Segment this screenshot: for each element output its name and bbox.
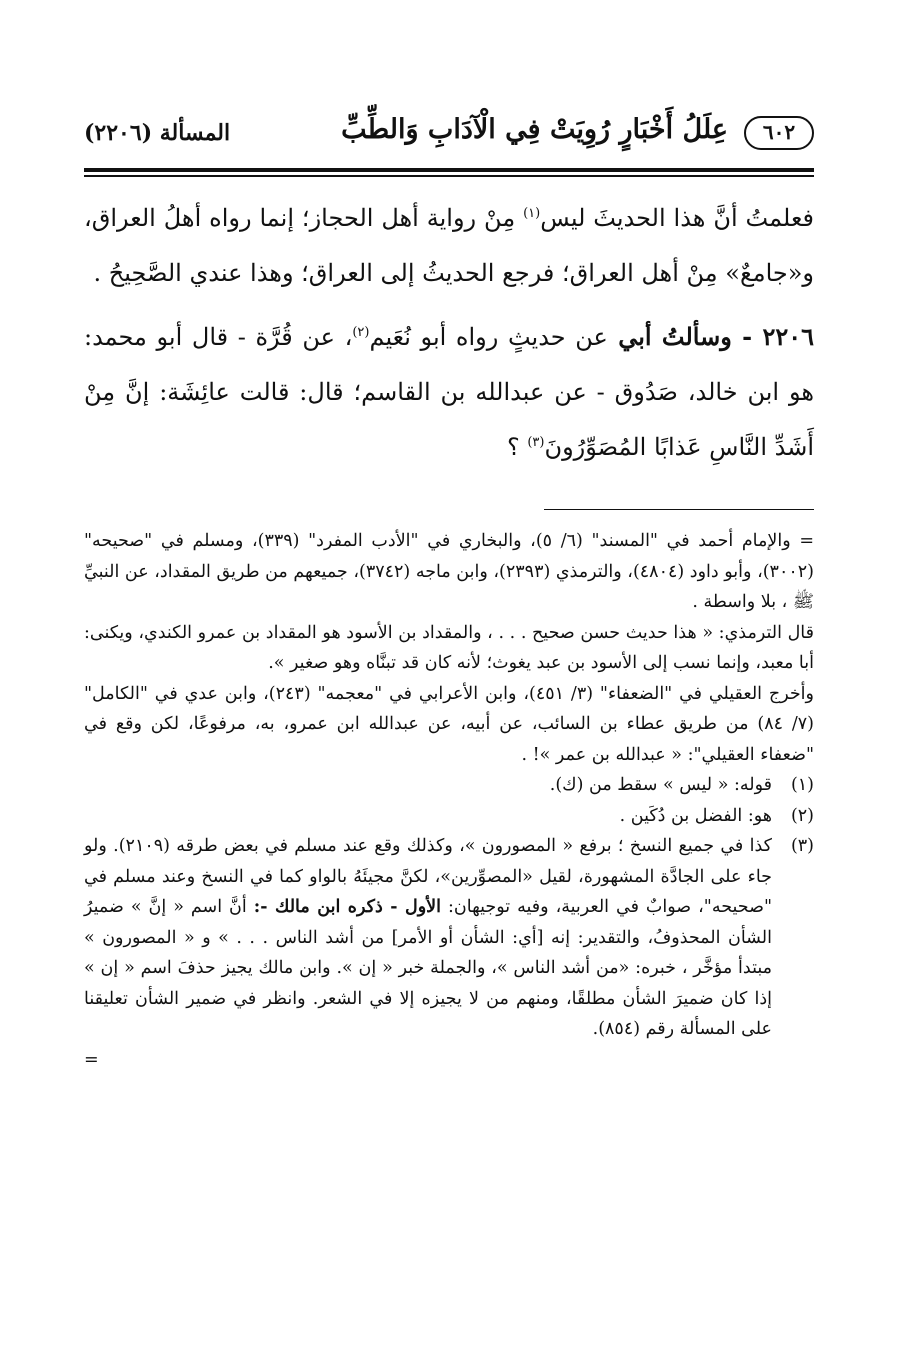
footnote-1-number: (١) [790,775,814,795]
book-page [84,108,814,1075]
footnote-ref-3: (٣) [527,434,545,450]
question-number: ٢٢٠٦ [762,321,815,351]
footnote-divider [544,509,814,511]
p1-text-b: مِنْ رواية أهل الحجاز؛ إنما رواه أهلُ العراق، و«جامعٌ» مِنْ أهل العراق؛ فرجع الحديثُ إلى العراق؛ وهذا عندي الصَّحِيحُ . [84,203,814,287]
footnote-1-text: قوله: « ليس » سقط من (ك). [549,775,772,795]
footnote-continuation-2: قال الترمذي: « هذا حديث حسن صحيح . . . ، والمقداد بن الأسود هو المقداد بن عمرو الكندي، ويكنى: أبا معبد، وإنما نسب إلى الأسود بن عبد يغوث؛ لأنه كان قد تبنَّاه وهو صغير ». [84,622,814,673]
footnote-ref-1: (١) [523,205,541,221]
p2-text-b: ، عن قُرَّة - قال أبو محمد: هو ابن خالد، صَدُوق - عن عبدالله بن القاسم؛ قال: قالت عائِشَة: إنَّ مِنْ أَشَدِّ النَّاسِ عَذابًا المُصَوِّرُونَ [84,322,814,461]
footnote-continuation-1: = والإمام أحمد في "المسند" (٦/ ٥)، والبخاري في "الأدب المفرد" (٣٣٩)، ومسلم في "صحيحه" (٣٠٠٢)، وأبو داود (٤٨٠٤)، والترمذي (٢٣٩٣)، وابن ماجه (٣٧٤٢)، جميعهم من طريق المقداد، عن النبيِّ ﷺ ، بلا واسطة . [84,531,814,612]
p1-text-a: فعلمتُ أنَّ هذا الحديثَ ليس [540,203,814,232]
main-text [84,191,814,475]
footnote-1 [84,770,814,801]
footnote-ref-2: (٢) [352,324,370,340]
question-label: المسألة (٢٢٠٦) [84,120,231,146]
page-number: ٦٠٢ [744,116,814,150]
paragraph-1 [84,191,814,301]
footnote-3 [84,831,814,1045]
footnote-3-text [84,831,772,1045]
question-lead: - وسألتُ أبي [607,321,763,351]
page-header [84,108,814,162]
footnotes [84,526,814,1075]
p2-text-a: عن حديثٍ رواه أبو نُعَيم [369,322,608,351]
p2-text-c: ؟ [506,432,528,461]
footnote-3-text-a: كذا في جميع النسخ ؛ برفع « المصورون »، وكذلك وقع عند مسلم في بعض طرقه (٢١٠٩). ولو جاء على الجادَّة المشهورة، لقيل «المصوِّرين»، لكنَّ مجيئَهُ بالواو كما في النسخ وعند مسلم في "صحيحه"، صوابٌ في العربية، وفيه توجيهان: [84,836,772,917]
continuation-mark: = [84,1049,99,1070]
footnote-2-text: هو: الفضل بن دُكَين . [619,805,772,826]
footnote-continuation-3: وأخرج العقيلي في "الضعفاء" (٣/ ٤٥١)، وابن الأعرابي في "معجمه" (٢٤٣)، وابن عدي في "الكامل"(٧/ ٨٤) من طريق عطاء بن السائب، عن أبيه، عن عبدالله ابن عمرو، به، مرفوعًا، لكن وقع في "ضعفاء العقيلي": « عبدالله بن عمر »! . [84,683,814,765]
header-rule-thick [84,168,814,172]
footnote-2-number: (٢) [790,805,814,826]
footnote-3-bold: الأول - ذكره ابن مالك -: [253,897,442,917]
header-rule-thin [84,175,814,177]
footnote-3-text-b: أنَّ اسم « إنَّ » ضميرُ الشأن المحذوفُ، والتقدير: إنه [أي: الشأن أو الأمر] من أشد الناس . . . » و « المصورون » مبتدأ مؤخَّر ، خبره: «من أشد الناس »، والجملة خبر « إن ». وابن مالك يجيز حذفَ اسم « إن » إذا كان ضميرَ الشأن مطلقًا، ومنهم من لا يجيزه إلا في الشعر. وانظر في ضمير الشأن تعليقنا على المسألة رقم (٨٥٤). [84,897,772,1039]
footnote-2 [84,801,814,832]
footnote-3-number: (٣) [790,836,814,856]
paragraph-2206 [84,309,814,475]
book-title: عِلَلُ أَخْبَارٍ رُوِيَتْ فِي الْآدَابِ وَالطِّبِّ [341,114,728,145]
